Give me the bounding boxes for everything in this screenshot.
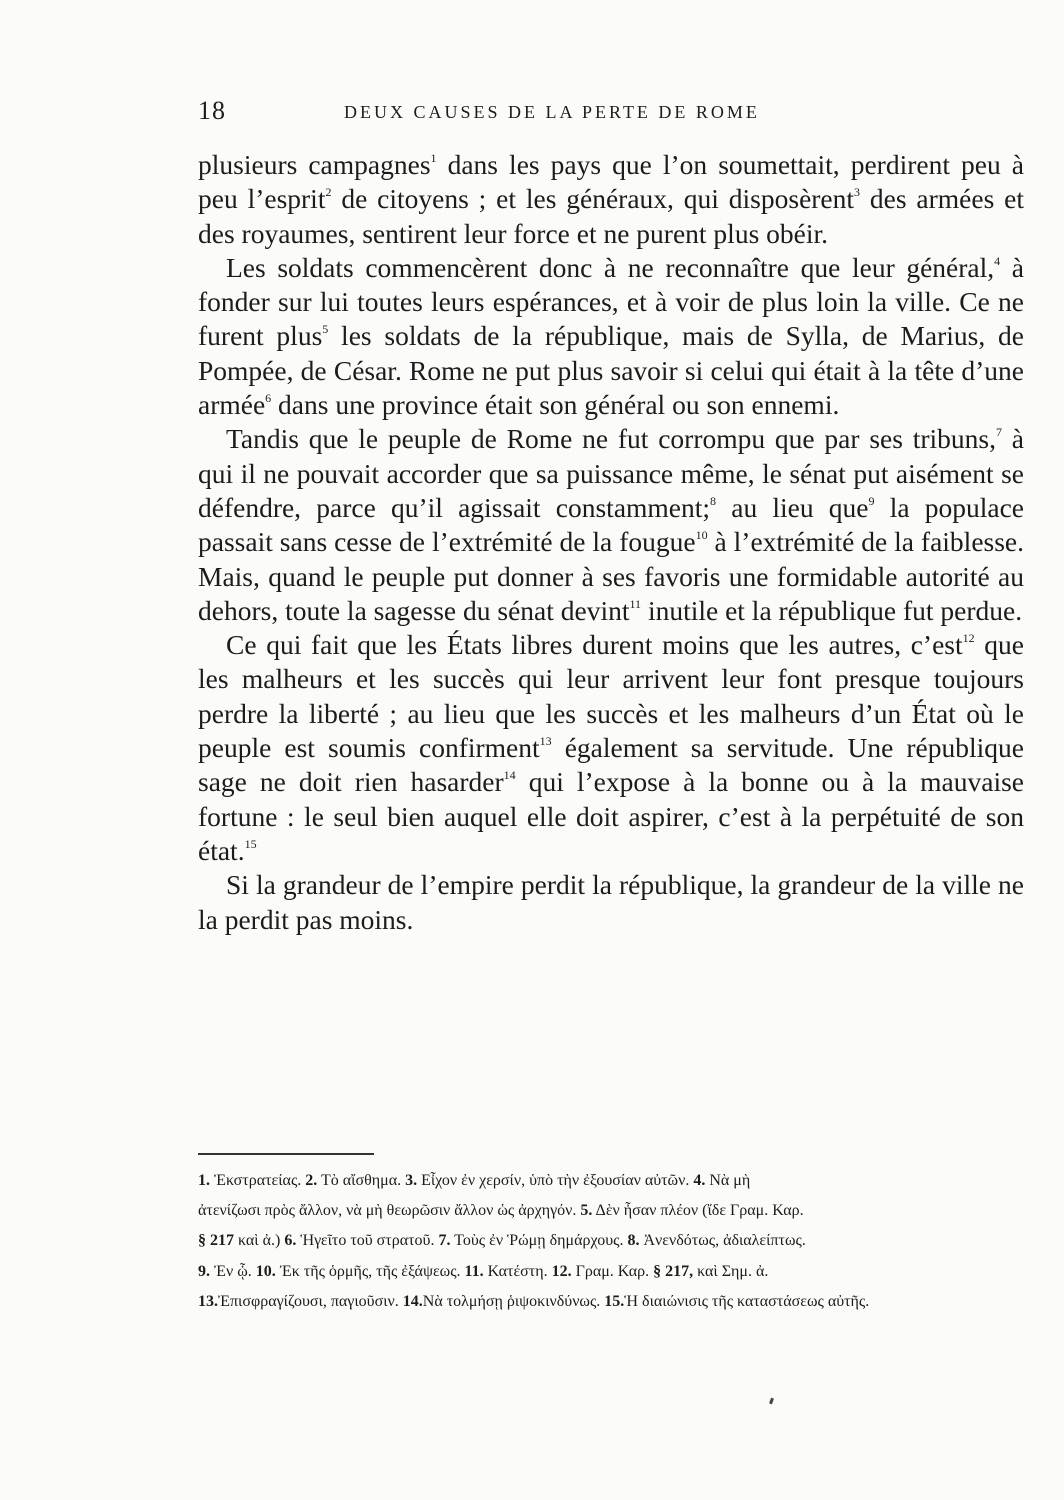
paragraph-2 [198, 251, 1024, 422]
footnote-ref: 13 [539, 734, 552, 749]
paragraph-5 [198, 868, 1024, 937]
footnote-ref: 6 [265, 391, 272, 406]
text-run: Tandis que le peuple de Rome ne fut corrompu que par ses tribuns, [226, 423, 996, 455]
footnote-text: Τὸ αἴσθημα. [317, 1172, 406, 1189]
page-number: 18 [198, 96, 226, 125]
footnote-line [198, 1196, 1036, 1226]
footnote-number: 6. [284, 1232, 297, 1250]
footnote-number: § 217 [198, 1232, 234, 1250]
footnote-ref: 5 [322, 322, 329, 337]
text-run: à qui il ne pouvait accorder que sa puissance même, le sénat put aisément se défendre, parce qu’il agissait constamment; [198, 423, 1024, 523]
ink-speck [769, 1398, 774, 1405]
footnote-rule [198, 1153, 374, 1155]
text-run: inutile et la république fut perdue. [641, 594, 1023, 626]
footnote-text: καὶ Σημ. ἀ. [693, 1262, 769, 1280]
footnote-ref: 11 [629, 596, 642, 611]
footnote-text: Ἡ διαιώνισις τῆς καταστάσεως αὐτῆς. [624, 1292, 870, 1310]
footnote-text: ἀτενίζωσι πρὸς ἄλλον, νὰ μὴ θεωρῶσιν ἄλλον ὡς ἀρχηγόν. [198, 1202, 581, 1220]
text-run: à fonder sur lui toutes leurs espérances, et à voir de plus loin la ville. Ce ne furent plus [198, 251, 1024, 352]
text-run: au lieu que [716, 491, 869, 523]
paragraph-4 [198, 628, 1024, 868]
footnote-number: 3. [405, 1172, 418, 1189]
footnote-text: Ἐν ᾧ. [210, 1262, 256, 1280]
footnote-text: καὶ ἀ.) [234, 1232, 285, 1250]
text-run: les soldats de la république, mais de Sylla, de Marius, de Pompée, de César. Rome ne put plus savoir si celui qui était à la tête d’une armée [198, 320, 1024, 421]
page-header [198, 96, 1028, 132]
running-title: DEUX CAUSES DE LA PERTE DE ROME [344, 102, 760, 122]
text-run: de citoyens ; et les généraux, qui disposèrent [331, 183, 855, 215]
text-run: Les soldats commencèrent donc à ne reconnaître que leur général, [226, 251, 995, 283]
footnote-line [198, 1287, 1036, 1317]
footnote-ref: 2 [325, 185, 332, 200]
text-run: également sa servitude. Une république sage ne doit rien hasarder [198, 732, 1025, 798]
footnote-ref: 4 [994, 253, 1001, 268]
paragraph-1 [198, 148, 1024, 251]
text-run: dans les pays que l’on soumettait, perdirent peu à peu l’esprit [198, 149, 1025, 215]
paragraph-3 [198, 422, 1024, 628]
footnote-text: Ἡγεῖτο τοῦ στρατοῦ. [296, 1232, 439, 1250]
footnote-number: 7. [438, 1232, 451, 1250]
text-run: que les malheurs et les succès qui leur arrivent leur font presque toujours perdre la liberté ; au lieu que les succès et les malheurs d’un État où le peuple est soumis confirment [198, 629, 1024, 764]
footnote-text: Ἀνενδότως, ἀδιαλείπτως. [639, 1232, 806, 1250]
text-run: plusieurs campagnes [198, 149, 431, 180]
footnote-number: 5. [580, 1202, 593, 1220]
footnote-number: 11. [464, 1262, 484, 1280]
footnote-text: Δὲν ἦσαν πλέον (ἴδε Γραμ. Καρ. [592, 1202, 804, 1220]
footnote-number: 13. [198, 1292, 218, 1310]
footnote-ref: 8 [710, 493, 717, 508]
text-run: Ce qui fait que les États libres durent moins que les autres, c’est [226, 629, 963, 661]
footnote-number: 2. [305, 1172, 318, 1189]
text-run: qui l’expose à la bonne ou à la mauvaise fortune : le seul bien auquel elle doit aspirer, c’est à la perpétuité de son état. [198, 766, 1024, 866]
footnote-line [198, 1226, 1036, 1256]
footnote-text: Ἐκ τῆς ὁρμῆς, τῆς ἐξάψεως. [275, 1262, 465, 1280]
footnote-text: Νὰ μὴ [705, 1172, 751, 1189]
footnote-text: Εἶχον ἐν χερσίν, ὑπὸ τὴν ἐξουσίαν αὐτῶν. [417, 1172, 694, 1189]
footnote-number: 12. [551, 1262, 572, 1280]
footnote-text: Νὰ τολμήσῃ ῥιψοκινδύνως. [422, 1292, 605, 1310]
footnote-ref: 7 [995, 425, 1002, 440]
text-run: Si la grandeur de l’empire perdit la république, la grandeur de la ville ne la perdit pas moins. [198, 869, 1024, 935]
footnote-number: § 217, [653, 1262, 694, 1280]
body-text [198, 148, 1024, 937]
footnote-ref: 10 [695, 528, 708, 543]
footnote-number: 4. [693, 1172, 706, 1189]
text-run: dans une province était son général ou son ennemi. [271, 389, 840, 421]
footnote-ref: 15 [244, 836, 257, 851]
footnotes [198, 1166, 1036, 1317]
footnote-text: Τοὺς ἐν Ῥώμῃ δημάρχους. [450, 1232, 628, 1250]
text-run: à l’extrémité de la faiblesse. Mais, quand le peuple put donner à ses favoris une formidable autorité au dehors, toute la sagesse du sénat devint [198, 526, 1025, 626]
footnote-text: Γραμ. Καρ. [571, 1262, 654, 1280]
footnote-number: 10. [255, 1262, 276, 1280]
footnote-ref: 3 [854, 185, 861, 200]
footnote-number: 1. [198, 1172, 210, 1189]
footnote-line [198, 1257, 1036, 1287]
footnote-ref: 1 [430, 151, 437, 165]
text-run: des armées et des royaumes, sentirent leur force et ne purent plus obéir. [198, 183, 1025, 249]
footnote-number: 14. [402, 1292, 423, 1310]
footnote-ref: 14 [503, 768, 516, 783]
text-run: la populace passait sans cesse de l’extrémité de la fougue [198, 491, 1024, 558]
footnote-number: 8. [627, 1232, 640, 1250]
footnote-text: Κατέστη. [483, 1262, 552, 1280]
footnote-text: Ἐπισφραγίζουσι, παγιοῦσιν. [218, 1292, 403, 1310]
footnote-ref: 9 [868, 493, 875, 508]
footnote-number: 9. [198, 1262, 210, 1280]
footnote-number: 15. [604, 1292, 625, 1310]
footnote-line [198, 1166, 1036, 1196]
footnote-text: Ἐκστρατείας. [210, 1172, 306, 1189]
footnote-ref: 12 [962, 631, 975, 646]
